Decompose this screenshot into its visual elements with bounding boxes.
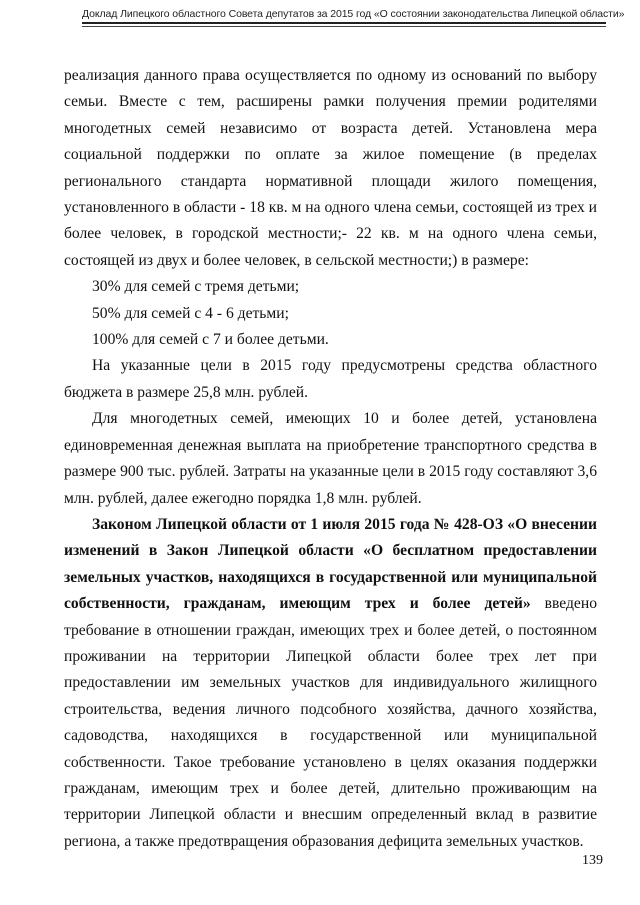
paragraph-land-law bbox=[64, 512, 597, 855]
header-rule-thin bbox=[82, 26, 606, 27]
paragraph-continuation: реализация данного права осуществляется по одному из оснований по выбору семьи. Вместе с тем, расширены рамки получения премии родителями многодетных семей независимо от возраста детей. Установлена мера социальной поддержки по оплате за жилое помещение (в пределах регионального стандарта нормативной площади жилого помещения, установленного в области - 18 кв. м на одного члена семьи, состоящей из трех и более человек, в городской местности;- 22 кв. м на одного члена семьи, состоящей из двух и более человек, в сельской местности;) в размере: bbox=[64, 67, 597, 269]
list-item: 50% для семей с 4 - 6 детьми; bbox=[92, 304, 289, 322]
running-header: Доклад Липецкого областного Совета депутатов за 2015 год «О состоянии законодательства Липецкой области» bbox=[82, 8, 625, 20]
law-reference: Законом Липецкой области от 1 июля 2015 года № 428-ОЗ «О внесении изменений в Закон Липецкой области «О бесплатном предоставлении земельных участков, находящихся в государственной или муниципальной собственности, гражданам, имеющим трех и более детей» bbox=[64, 515, 597, 613]
document-body bbox=[64, 63, 597, 855]
header-rule bbox=[82, 22, 606, 24]
paragraph-budget: На указанные цели в 2015 году предусмотрены средства областного бюджета в размере 25,8 млн. рублей. bbox=[64, 357, 597, 401]
list-item: 100% для семей с 7 и более детьми. bbox=[92, 331, 329, 349]
page-number: 139 bbox=[582, 853, 603, 868]
law-description: введено требование в отношении граждан, имеющих трех и более детей, о постоянном проживании на территории Липецкой области более трех лет при предоставлении им земельных участков для индивидуального жилищного строительства, ведения личного подсобного хозяйства, дачного хозяйства, садоводства, находящихся в государственной или муниципальной собственности. Такое требование установлено в целях оказания поддержки гражданам, имеющим трех и более детей, длительно проживающим на территории Липецкой области и внесшим определенный вклад в развитие региона, а также предотвращения образования дефицита земельных участков. bbox=[64, 595, 597, 850]
paragraph-transport-payment: Для многодетных семей, имеющих 10 и более детей, установлена единовременная денежная выплата на приобретение транспортного средства в размере 900 тыс. рублей. Затраты на указанные цели в 2015 году составляют 3,6 млн. рублей, далее ежегодно порядка 1,8 млн. рублей. bbox=[64, 410, 597, 507]
list-item: 30% для семей с тремя детьми; bbox=[92, 278, 300, 296]
